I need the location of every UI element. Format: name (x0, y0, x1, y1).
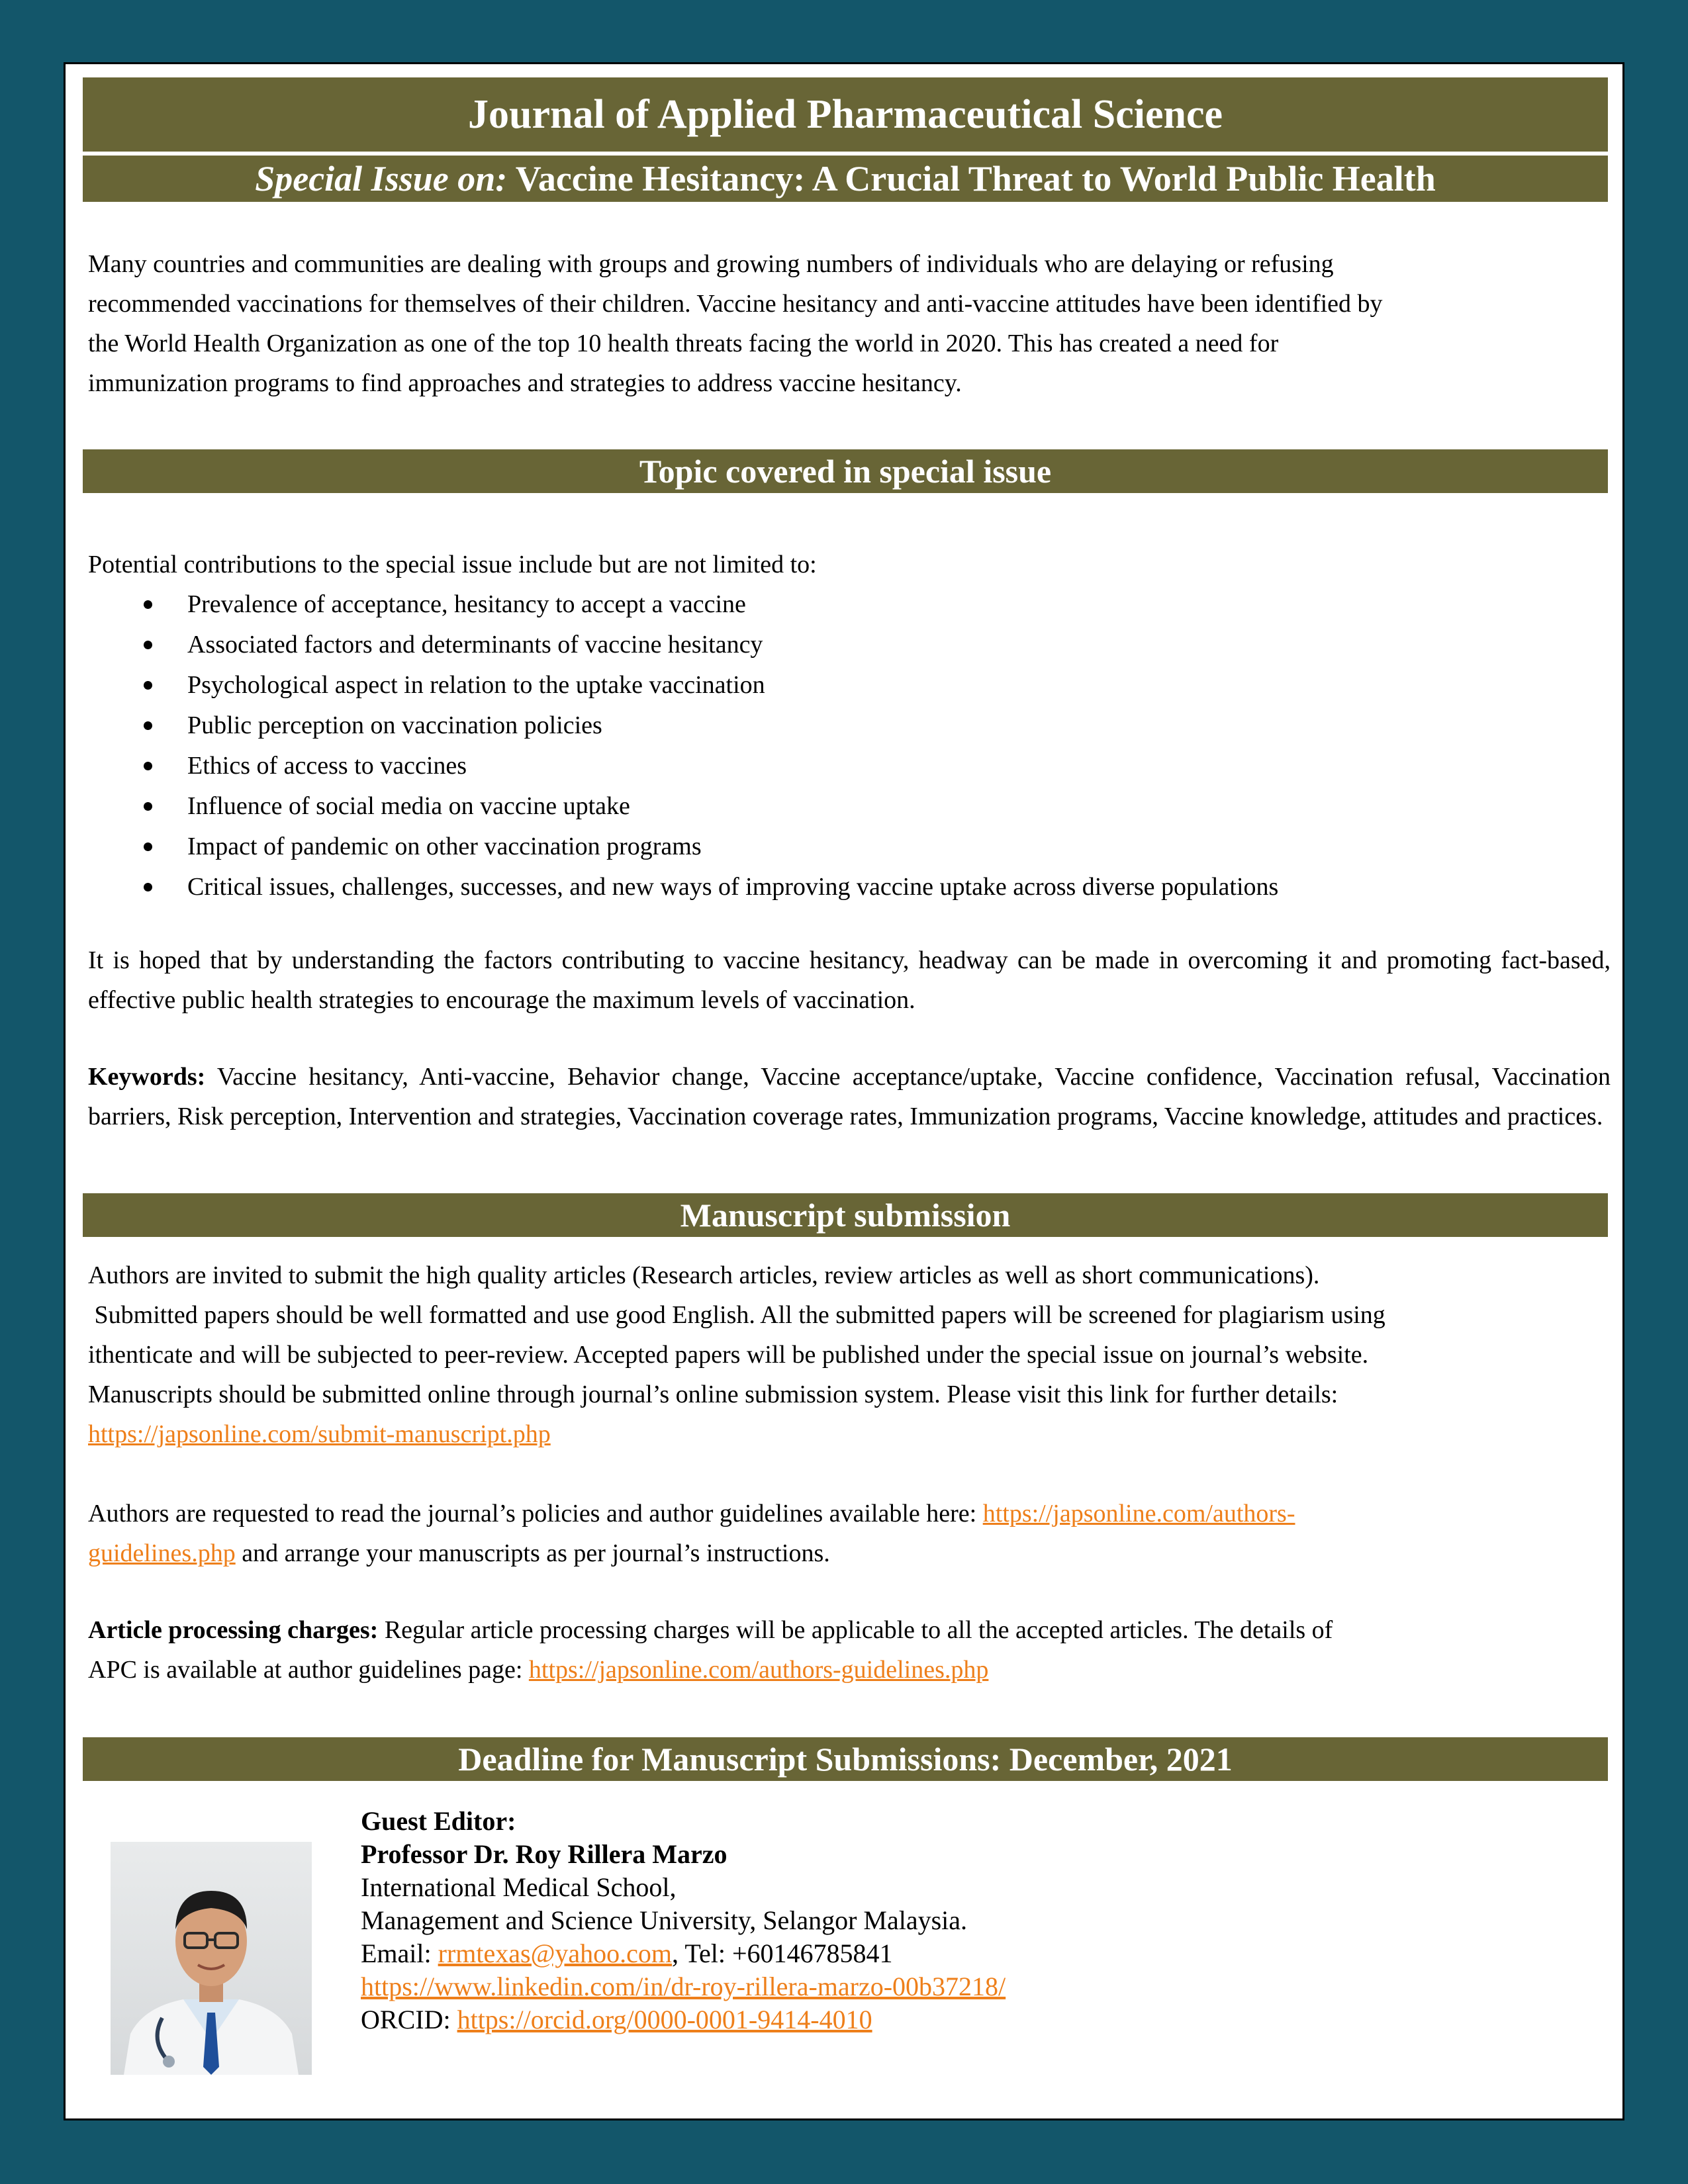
bullet-icon (144, 641, 152, 649)
topics-lead: Potential contributions to the special issue include but are not limited to: (88, 551, 817, 578)
bullet-icon (144, 883, 152, 891)
intro-line: Many countries and communities are dealing with groups and growing numbers of individuals who are delaying or refusing (88, 250, 1334, 278)
intro-line: recommended vaccinations for themselves of their children. Vaccine hesitancy and anti-vaccine attitudes have been identified by (88, 290, 1383, 318)
intro-paragraph (88, 244, 1611, 403)
editor-affiliation: International Medical School, (361, 1872, 677, 1902)
special-issue-banner (83, 156, 1608, 202)
list-item: Influence of social media on vaccine uptake (88, 786, 1611, 827)
email-label: Email: (361, 1938, 438, 1968)
guest-editor-label: Guest Editor: (361, 1806, 516, 1836)
special-issue-prefix: Special Issue on: (255, 159, 508, 199)
keywords-paragraph (88, 1057, 1611, 1136)
keywords-text: Vaccine hesitancy, Anti-vaccine, Behavior change, Vaccine acceptance/uptake, Vaccine confidence, Vaccination refusal, Vaccination barriers, Risk perception, Intervention and strategies, Vaccination coverage rates, Immunization programs, Vaccine knowledge, attitudes and practices. (88, 1063, 1611, 1130)
intro-line: immunization programs to find approaches and strategies to address vaccine hesitancy. (88, 369, 962, 397)
list-item: Critical issues, challenges, successes, and new ways of improving vaccine uptake across diverse populations (88, 867, 1611, 907)
topics-list (88, 584, 1611, 907)
apc-guidelines-link[interactable]: https://japsonline.com/authors-guidelines.php (528, 1656, 989, 1684)
guidelines-prefix: Authors are requested to read the journal’s policies and author guidelines available here: (88, 1500, 983, 1527)
guest-editor-block (361, 1805, 1552, 2036)
apc-line: APC is available at author guidelines page: (88, 1656, 529, 1684)
keywords-label: Keywords: (88, 1063, 206, 1091)
editor-affiliation: Management and Science University, Selangor Malaysia. (361, 1905, 968, 1935)
bullet-icon (144, 600, 152, 609)
submission-line: ithenticate and will be subjected to peer-review. Accepted papers will be published under the special issue on journal’s website. (88, 1341, 1369, 1369)
hope-paragraph: It is hoped that by understanding the factors contributing to vaccine hesitancy, headway can be made in overcoming it and promoting fact-based, effective public health strategies to encourage the maximum levels of vaccination. (88, 946, 1611, 1014)
bullet-icon (144, 681, 152, 690)
topics-heading: Topic covered in special issue (83, 449, 1608, 493)
apc-label: Article processing charges: (88, 1616, 379, 1644)
list-item: Associated factors and determinants of vaccine hesitancy (88, 625, 1611, 665)
apc-line: Regular article processing charges will be applicable to all the accepted articles. The details of (378, 1616, 1333, 1644)
bullet-icon (144, 802, 152, 811)
topics-block (88, 545, 1611, 907)
apc-paragraph (88, 1610, 1611, 1690)
intro-line: the World Health Organization as one of the top 10 health threats facing the world in 2020. This has created a need for (88, 330, 1279, 357)
list-item: Prevalence of acceptance, hesitancy to accept a vaccine (88, 584, 1611, 625)
editor-portrait-icon (111, 1842, 312, 2075)
submission-heading: Manuscript submission (83, 1193, 1608, 1237)
guidelines-link[interactable]: https://japsonline.com/authors- (982, 1500, 1295, 1527)
journal-title: Journal of Applied Pharmaceutical Science (83, 77, 1608, 152)
editor-orcid-link[interactable]: https://orcid.org/0000-0001-9414-4010 (457, 2005, 872, 2034)
editor-tel: , Tel: +60146785841 (672, 1938, 893, 1968)
special-issue-title: Vaccine Hesitancy: A Crucial Threat to World Public Health (515, 159, 1436, 199)
submission-line: Manuscripts should be submitted online through journal’s online submission system. Please visit this link for further details: (88, 1381, 1338, 1408)
orcid-label: ORCID: (361, 2005, 457, 2034)
guidelines-link-continued[interactable]: guidelines.php (88, 1539, 236, 1567)
list-item: Public perception on vaccination policies (88, 705, 1611, 746)
submission-line: Authors are invited to submit the high quality articles (Research articles, review articles as well as short communications). (88, 1261, 1320, 1289)
bullet-icon (144, 762, 152, 770)
editor-name: Professor Dr. Roy Rillera Marzo (361, 1839, 727, 1869)
guidelines-paragraph (88, 1494, 1611, 1573)
bullet-icon (144, 721, 152, 730)
bullet-icon (144, 842, 152, 851)
editor-photo (111, 1842, 312, 2075)
flyer-page (64, 62, 1624, 2120)
deadline-heading: Deadline for Manuscript Submissions: December, 2021 (83, 1737, 1608, 1781)
list-item: Ethics of access to vaccines (88, 746, 1611, 786)
submission-line: Submitted papers should be well formatted and use good English. All the submitted papers will be screened for plagiarism using (88, 1301, 1385, 1329)
list-item: Impact of pandemic on other vaccination programs (88, 827, 1611, 867)
editor-email-link[interactable]: rrmtexas@yahoo.com (438, 1938, 673, 1968)
list-item: Psychological aspect in relation to the uptake vaccination (88, 665, 1611, 705)
submit-manuscript-link[interactable]: https://japsonline.com/submit-manuscript.php (88, 1420, 551, 1448)
editor-linkedin-link[interactable]: https://www.linkedin.com/in/dr-roy-rillera-marzo-00b37218/ (361, 1972, 1006, 2001)
guidelines-suffix: and arrange your manuscripts as per journal’s instructions. (235, 1539, 830, 1567)
submission-paragraph (88, 1255, 1611, 1454)
